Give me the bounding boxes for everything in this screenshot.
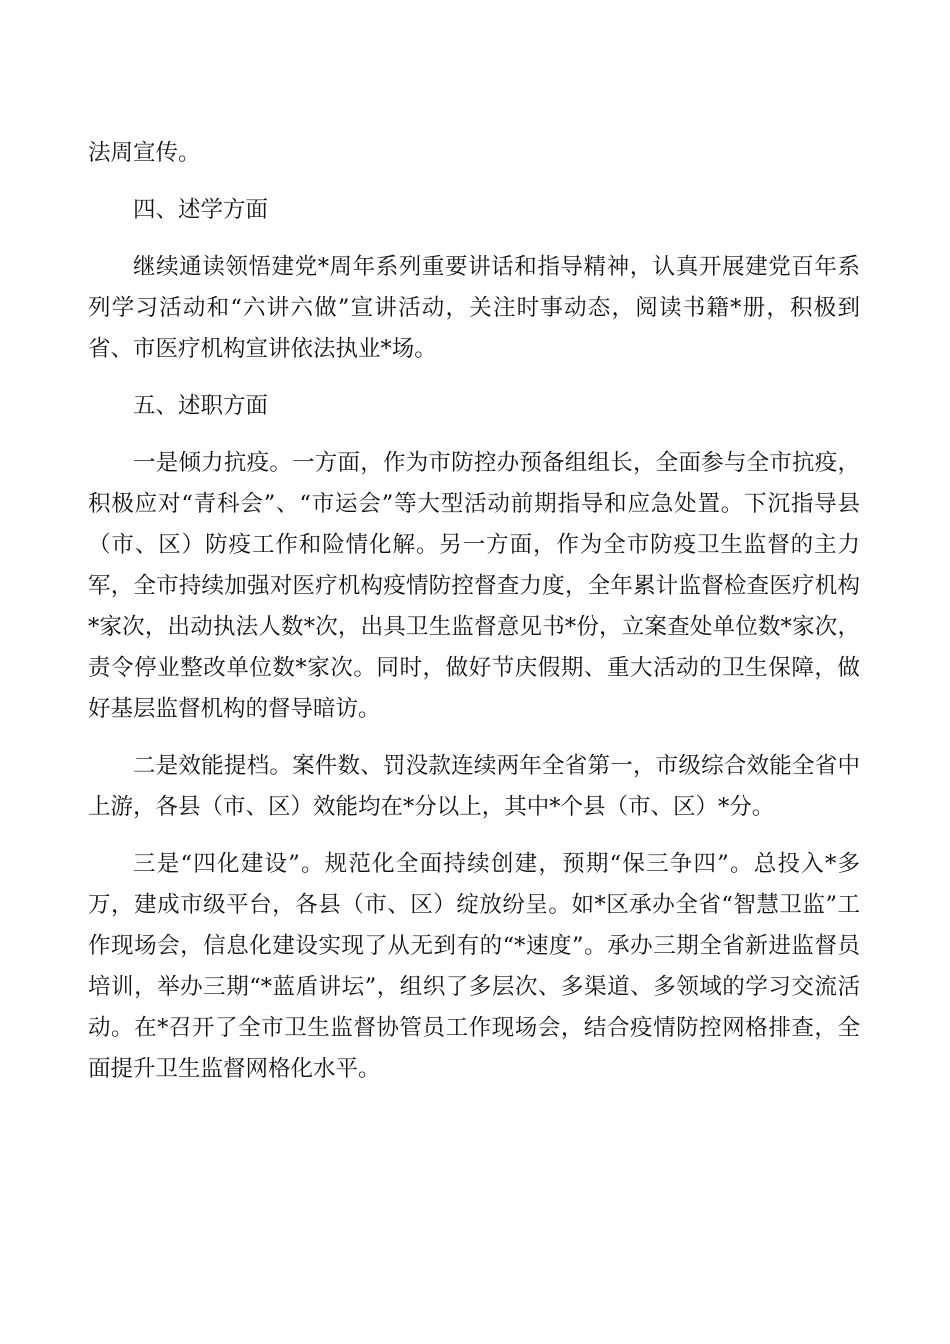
paragraph-efficiency: 二是效能提档。案件数、罚没款连续两年全省第一，市级综合效能全省中上游，各县（市、区）效能均在*分以上，其中*个县（市、区）*分。 xyxy=(88,753,860,820)
section-heading-study: 四、述学方面 xyxy=(133,197,269,223)
paragraph-four-modernizations: 三是“四化建设”。规范化全面持续创建，预期“保三争四”。总投入*多万，建成市级平台，各县（市、区）绽放纷呈。如*区承办全省“智慧卫监”工作现场会，信息化建设实现了从无到有的“*速度”。承办三期全省新进监督员培训，举办三期“*蓝盾讲坛”，组织了多层次、多渠道、多领域的学习交流活动。在*召开了全市卫生监督协管员工作现场会，结合疫情防控网格排查，全面提升卫生监督网格化水平。 xyxy=(88,851,860,1082)
paragraph-continuation: 法周宣传。 xyxy=(88,140,201,166)
paragraph-study: 继续通读领悟建党*周年系列重要讲话和指导精神，认真开展建党百年系列学习活动和“六讲六做”宣讲活动，关注时事动态，阅读书籍*册，积极到省、市医疗机构宣讲依法执业*场。 xyxy=(88,254,860,362)
section-heading-duty: 五、述职方面 xyxy=(133,393,269,419)
document-body xyxy=(88,133,860,1090)
paragraph-epidemic: 一是倾力抗疫。一方面，作为市防控办预备组组长，全面参与全市抗疫，积极应对“青科会”、“市运会”等大型活动前期指导和应急处置。下沉指导县（市、区）防疫工作和险情化解。另一方面，作为全市防疫卫生监督的主力军，全市持续加强对医疗机构疫情防控督查力度，全年累计监督检查医疗机构*家次，出动执法人数*次，出具卫生监督意见书*份，立案查处单位数*家次，责令停业整改单位数*家次。同时，做好节庆假期、重大活动的卫生保障，做好基层监督机构的督导暗访。 xyxy=(88,450,860,722)
